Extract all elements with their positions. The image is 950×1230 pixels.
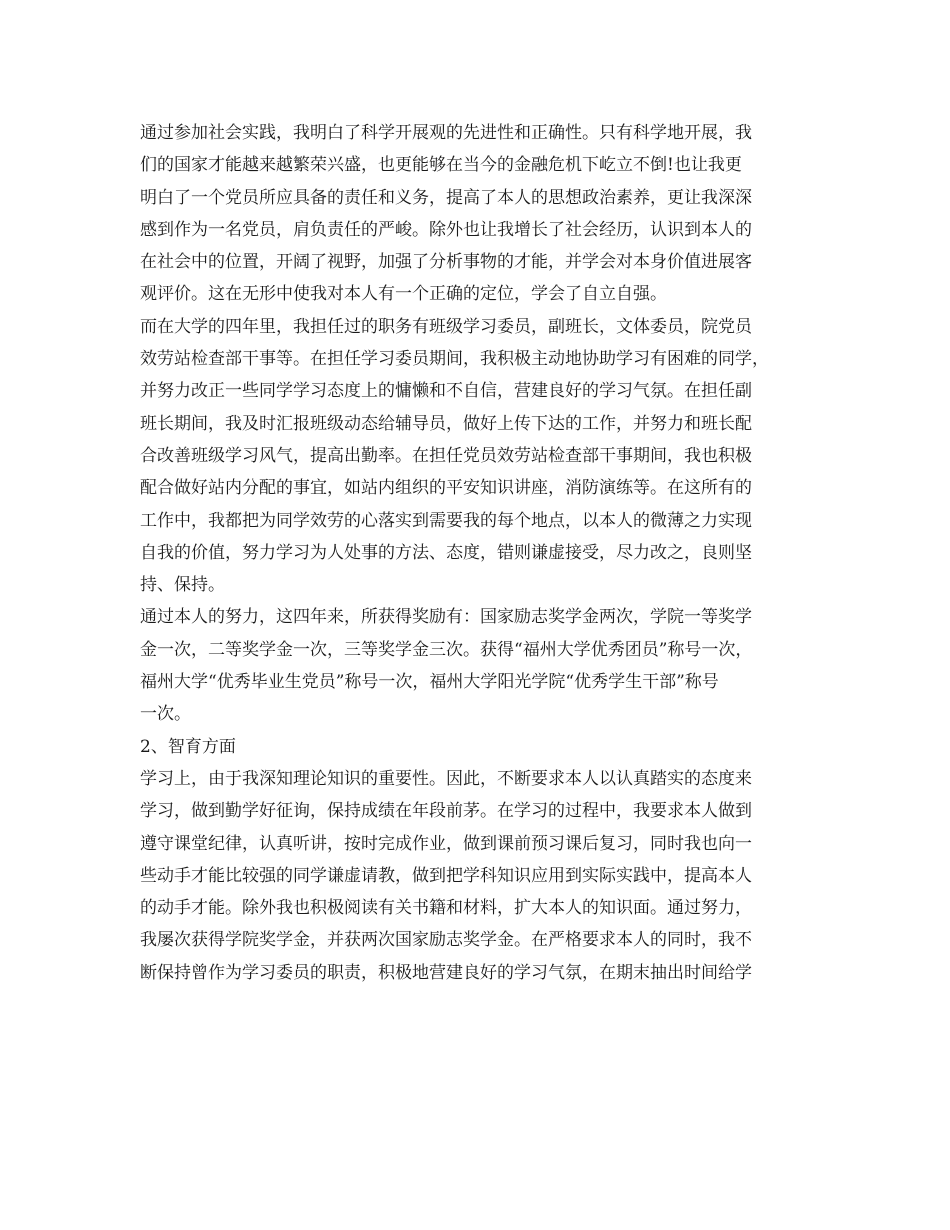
text-line: 一次。 [140, 704, 191, 725]
text-line: 福州大学“优秀毕业生党员”称号一次，福州大学阳光学院“优秀学生干部”称号 [140, 672, 719, 693]
text-line: 自我的价值，努力学习为人处事的方法、态度，错则谦虚接受，尽力改之，良则坚 [140, 542, 752, 563]
text-line: 效劳站检查部干事等。在担任学习委员期间，我积极主动地协助学习有困难的同学， [140, 349, 769, 370]
text-line: 的动手才能。除外我也积极阅读有关书籍和材料，扩大本人的知识面。通过努力， [140, 898, 752, 919]
text-line: 在社会中的位置，开阔了视野，加强了分析事物的才能，并学会对本身价值进展客 [140, 252, 752, 273]
text-line: 学习上，由于我深知理论知识的重要性。因此，不断要求本人以认真踏实的态度来 [140, 768, 752, 789]
text-line: 明白了一个党员所应具备的责任和义务，提高了本人的思想政治素养，更让我深深 [140, 187, 752, 208]
text-line: 合改善班级学习风气，提高出勤率。在担任党员效劳站检查部干事期间，我也积极 [140, 445, 752, 466]
text-line: 断保持曾作为学习委员的职责，积极地营建良好的学习气氛，在期末抽出时间给学 [140, 962, 752, 983]
text-line: 金一次，二等奖学金一次，三等奖学金三次。获得“福州大学优秀团员”称号一次， [140, 639, 753, 660]
text-line: 们的国家才能越来越繁荣兴盛，也更能够在当今的金融危机下屹立不倒!也让我更 [140, 155, 742, 176]
text-line: 学习，做到勤学好征询，保持成绩在年段前茅。在学习的过程中，我要求本人做到 [140, 801, 752, 822]
document-body [140, 117, 820, 989]
text-line: 感到作为一名党员，肩负责任的严峻。除外也让我增长了社会经历，认识到本人的 [140, 219, 752, 240]
text-line: 班长期间，我及时汇报班级动态给辅导员，做好上传下达的工作，并努力和班长配 [140, 413, 752, 434]
text-line: 遵守课堂纪律，认真听讲，按时完成作业，做到课前预习课后复习，同时我也向一 [140, 833, 752, 854]
text-line: 我屡次获得学院奖学金，并获两次国家励志奖学金。在严格要求本人的同时，我不 [140, 930, 752, 951]
section-heading: 2、智育方面 [140, 736, 236, 757]
text-line: 通过参加社会实践，我明白了科学开展观的先进性和正确性。只有科学地开展，我 [140, 123, 752, 143]
text-line: 持、保持。 [140, 575, 225, 596]
text-line: 工作中，我都把为同学效劳的心落实到需要我的每个地点，以本人的微薄之力实现 [140, 510, 752, 531]
text-line: 些动手才能比较强的同学谦虚请教，做到把学科知识应用到实际实践中，提高本人 [140, 865, 752, 886]
text-line: 配合做好站内分配的事宜，如站内组织的平安知识讲座，消防演练等。在这所有的 [140, 478, 752, 499]
text-line: 观评价。这在无形中使我对本人有一个正确的定位，学会了自立自强。 [140, 284, 667, 305]
text-line: 并努力改正一些同学学习态度上的慵懒和不自信，营建良好的学习气氛。在担任副 [140, 381, 752, 402]
text-line: 而在大学的四年里，我担任过的职务有班级学习委员，副班长，文体委员，院党员 [140, 316, 752, 337]
text-line: 通过本人的努力，这四年来，所获得奖励有：国家励志奖学金两次，学院一等奖学 [140, 607, 752, 628]
